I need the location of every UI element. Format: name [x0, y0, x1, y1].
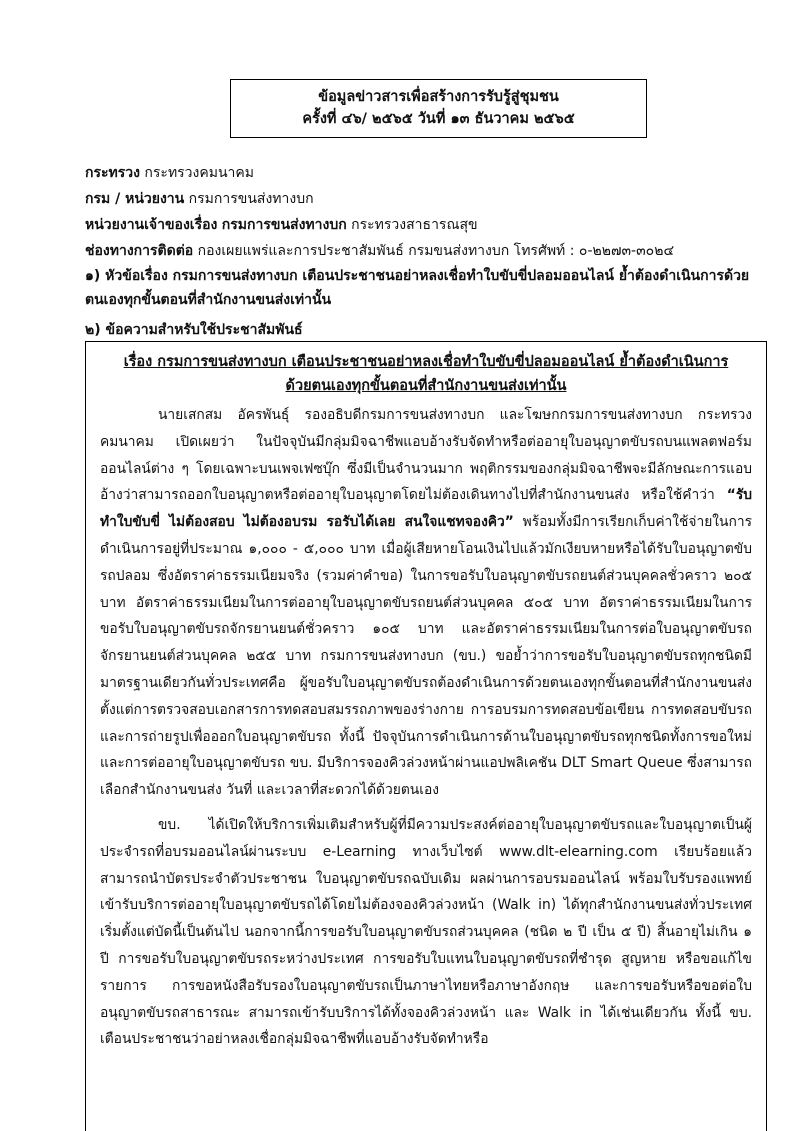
document-header-box	[230, 79, 647, 138]
section-2-heading: ๒) ข้อความสำหรับใช้ประชาสัมพันธ์	[85, 322, 303, 338]
owner-bold-value: กรมการขนส่งทางบก	[221, 217, 347, 233]
message-paragraph-1	[100, 402, 752, 804]
ministry-value: กระทรวงคมนาคม	[144, 165, 255, 181]
message-paragraph-2: ขบ. ได้เปิดให้บริการเพิ่มเติมสำหรับผู้ที่มีความประสงค์ต่ออายุใบอนุญาตขับรถและใบอนุญาตเป็นผู้ประจำรถที่อบรมออนไลน์ผ่านระบบ e-Learning ทางเว็บไซต์ www.dlt-elearning.com เรียบร้อยแล้ว สามารถนำบัตรประจำตัวประชาชน ใบอนุญาตขับรถฉบับเดิม ผลผ่านการอบรมออนไลน์ พร้อมใบรับรองแพทย์ เข้ารับบริการต่ออายุใบอนุญาตขับรถได้โดยไม่ต้องจองคิวล่วงหน้า (Walk in) ได้ทุกสำนักงานขนส่งทั่วประเทศ เริ่มตั้งแต่บัดนี้เป็นต้นไป นอกจากนี้การขอรับใบอนุญาตขับรถส่วนบุคคล (ชนิด ๒ ปี เป็น ๕ ปี) สิ้นอายุไม่เกิน ๑ ปี การขอรับใบอนุญาตขับรถระหว่างประเทศ การขอรับใบแทนใบอนุญาตขับรถที่ชำรุด สูญหาย หรือขอแก้ไขรายการ การขอหนังสือรับรองใบอนุญาตขับรถเป็นภาษาไทยหรือภาษาอังกฤษ และการขอรับหรือขอต่อใบอนุญาตขับรถสาธารณะ สามารถเข้ารับบริการได้ทั้งจองคิวล่วงหน้า และ Walk in ได้เช่นเดียวกัน ทั้งนี้ ขบ. เตือนประชาชนว่าอย่าหลงเชื่อกลุ่มมิจฉาชีพที่แอบอ้างรับจัดทำหรือ	[100, 816, 752, 1048]
message-title-line-1: เรื่อง กรมการขนส่งทางบก เตือนประชาชนอย่าหลงเชื่อทำใบขับขี่ปลอมออนไลน์ ย้ำต้องดำเนินการ	[123, 354, 729, 370]
header-issue-date: ครั้งที่ ๔๖/ ๒๕๖๕ วันที่ ๑๓ ธันวาคม ๒๕๖๕	[302, 111, 575, 127]
department-label: กรม / หน่วยงาน	[85, 191, 185, 207]
owner-value: กระทรวงสาธารณสุข	[351, 217, 478, 233]
section-1-topic: ๑) หัวข้อเรื่อง กรมการขนส่งทางบก เตือนประชาชนอย่าหลงเชื่อทำใบขับขี่ปลอมออนไลน์ ย้ำต้องดำเนินการด้วยตนเองทุกขั้นตอนที่สำนักงานขนส่งเท่านั้น	[85, 268, 750, 308]
contact-value: กองเผยแพร่และการประชาสัมพันธ์ กรมขนส่งทางบก โทรศัพท์ : ๐-๒๒๗๓-๓๐๒๔	[197, 243, 675, 259]
department-value: กรมการขนส่งทางบก	[188, 191, 314, 207]
ministry-row	[85, 160, 765, 186]
message-box	[85, 341, 767, 1131]
message-title-line-2: ด้วยตนเองทุกขั้นตอนที่สำนักงานขนส่งเท่านั้น	[285, 378, 567, 394]
message-title	[100, 350, 752, 398]
paragraph-1-body: พร้อมทั้งมีการเรียกเก็บค่าใช้จ่ายในการดำเนินการอยู่ที่ประมาณ ๑,๐๐๐ - ๕,๐๐๐ บาท เมื่อผู้เสียหายโอนเงินไปแล้วมักเงียบหายหรือได้รับใบอนุญาตขับรถปลอม ซึ่งอัตราค่าธรรมเนียมจริง (รวมค่าคำขอ) ในการขอรับใบอนุญาตขับรถยนต์ส่วนบุคคลชั่วคราว ๒๐๕ บาท อัตราค่าธรรมเนียมในการต่ออายุใบอนุญาตขับรถยนต์ส่วนบุคคล ๕๐๕ บาท อัตราค่าธรรมเนียมในการขอรับใบอนุญาตขับรถจักรยานยนต์ชั่วคราว ๑๐๕ บาท และอัตราค่าธรรมเนียมในการต่อใบอนุญาตขับรถจักรยานยนต์ส่วนบุคคล ๒๕๕ บาท กรมการขนส่งทางบก (ขบ.) ขอย้ำว่าการขอรับใบอนุญาตขับรถทุกชนิดมีมาตรฐานเดียวกันทั่วประเทศคือ ผู้ขอรับใบอนุญาตขับรถต้องดำเนินการด้วยตนเองทุกขั้นตอนที่สำนักงานขนส่ง ตั้งแต่การตรวจสอบเอกสารการทดสอบสมรรถภาพของร่างกาย การอบรมการทดสอบข้อเขียน การทดสอบขับรถ และการถ่ายรูปเพื่อออกใบอนุญาตขับรถ ทั้งนี้ ปัจจุบันการดำเนินการด้านใบอนุญาตขับรถทุกชนิดทั้งการขอใหม่และการต่ออายุใบอนุญาตขับรถ ขบ. มีบริการจองคิวล่วงหน้าผ่านแอปพลิเคชัน DLT Smart Queue ซึ่งสามารถเลือกสำนักงานขนส่ง วันที่ และเวลาที่สะดวกได้ด้วยตนเอง	[100, 514, 752, 799]
header-title: ข้อมูลข่าวสารเพื่อสร้างการรับรู้สู่ชุมชน	[318, 89, 559, 105]
scam-quote: “รับทำใบขับขี่ ไม่ต้องสอบ ไม่ต้องอบรม รอรับได้เลย สนใจแชทจองคิว”	[100, 487, 752, 531]
owner-label: หน่วยงานเจ้าของเรื่อง	[85, 217, 218, 233]
contact-label: ช่องทางการติดต่อ	[85, 243, 194, 259]
document-metadata	[85, 160, 765, 264]
ministry-label: กระทรวง	[85, 165, 140, 181]
paragraph-1-intro: นายเสกสม อัครพันธุ์ รองอธิบดีกรมการขนส่งทางบก และโฆษกกรมการขนส่งทางบก กระทรวงคมนาคม เปิดเผยว่า ในปัจจุบันมีกลุ่มมิจฉาชีพแอบอ้างรับจัดทำหรือต่ออายุใบอนุญาตขับรถบนแพลตฟอร์มออนไลน์ต่าง ๆ โดยเฉพาะบนเพจเฟซบุ๊ก ซึ่งมีเป็นจำนวนมาก พฤติกรรมของกลุ่มมิจฉาชีพจะมีลักษณะการแอบอ้างว่าสามารถออกใบอนุญาตหรือต่ออายุใบอนุญาตโดยไม่ต้องเดินทางไปที่สำนักงานขนส่ง หรือใช้คำว่า	[100, 407, 752, 504]
owner-row	[85, 212, 765, 238]
department-row	[85, 186, 765, 212]
contact-row	[85, 238, 765, 264]
